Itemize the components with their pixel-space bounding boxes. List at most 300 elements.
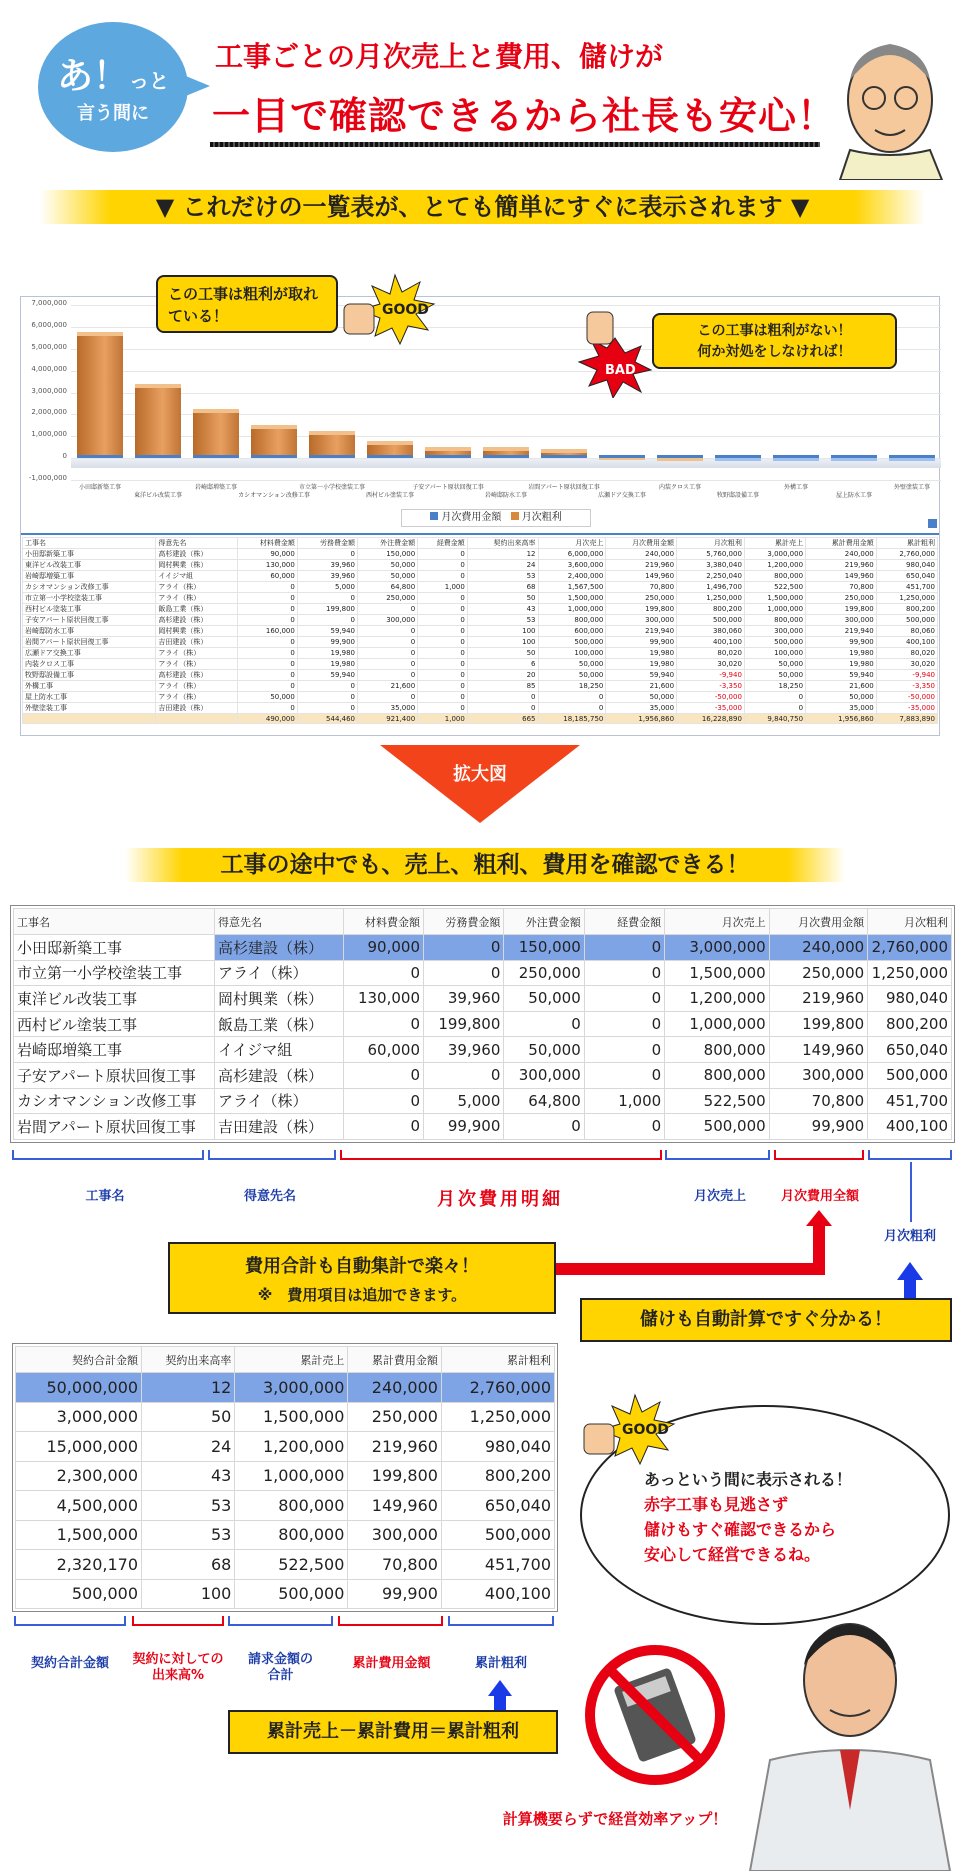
good-label-2: GOOD	[622, 1422, 669, 1438]
x-tick-label: 屋上防水工事	[835, 492, 872, 499]
table-cell: 7,883,890	[876, 714, 937, 724]
table-cell: 70,800	[348, 1550, 442, 1580]
table-cell: 1,200,000	[744, 560, 805, 571]
table-row[interactable]	[14, 1011, 952, 1037]
table-cell: 24	[142, 1432, 235, 1462]
table-cell: 451,700	[868, 1088, 952, 1114]
table-cell: 219,960	[769, 986, 867, 1012]
table-row[interactable]	[14, 1114, 952, 1140]
table-cell: 100	[467, 626, 538, 637]
table-cell: 99,900	[769, 1114, 867, 1140]
table-cell: 西村ビル塗装工事	[14, 1011, 215, 1037]
splitter[interactable]	[21, 533, 939, 535]
table-cell: 外壁塗装工事	[23, 703, 156, 714]
bar-cost	[425, 455, 471, 458]
table-row[interactable]	[23, 615, 938, 626]
table-cell: 経費金額	[418, 538, 468, 549]
table-cell: 0	[744, 692, 805, 703]
table-cell: -9,940	[876, 670, 937, 681]
table-cell: 1,000	[584, 1088, 664, 1114]
table-cell: 市立第一小学校塗装工事	[14, 960, 215, 986]
box-sum-line2: ※ 費用項目は追加できます。	[257, 1286, 467, 1304]
label-keiyaku: 契約合計金額	[30, 1656, 109, 1671]
table-cell: 1,250,000	[876, 593, 937, 604]
table-cell: 80,020	[677, 648, 745, 659]
bracket-keiyaku	[14, 1616, 126, 1626]
table-cell: 吉田建設（株）	[156, 637, 237, 648]
table-cell: 5,000	[297, 582, 357, 593]
table-cell: 岩間アパート原状回復工事	[14, 1114, 215, 1140]
bracket-seikyu	[228, 1616, 333, 1626]
table-total-row[interactable]	[23, 714, 938, 724]
table-row[interactable]	[16, 1432, 555, 1462]
table-cell: -35,000	[677, 703, 745, 714]
table-cell: 380,060	[677, 626, 745, 637]
table-cell: 1,000	[418, 714, 468, 724]
table-cell: 80,060	[876, 626, 937, 637]
table-cell: 外構工事	[23, 681, 156, 692]
label-hiyou: 月次費用明細	[437, 1189, 563, 1210]
table-cell: 300,000	[358, 615, 418, 626]
label-seikyu-1: 請求金額の	[247, 1652, 313, 1667]
table-cell: 6,000,000	[538, 549, 606, 560]
table-cell: 800,000	[744, 571, 805, 582]
table-cell: 451,700	[876, 582, 937, 593]
table-row[interactable]	[23, 681, 938, 692]
table-cell: 内装クロス工事	[23, 659, 156, 670]
table-cell: 0	[297, 681, 357, 692]
table-cell: 岩崎邸増築工事	[23, 571, 156, 582]
table-cell: 労務費金額	[297, 538, 357, 549]
table-cell: 1,000,000	[665, 1011, 770, 1037]
table-cell: 0	[504, 1011, 584, 1037]
formula-arrow-up	[494, 1696, 506, 1710]
table-cell: 149,960	[348, 1491, 442, 1521]
table-row[interactable]	[16, 1491, 555, 1521]
table-cell: 60,000	[343, 1037, 423, 1063]
table-cell: 59,940	[606, 670, 677, 681]
label-dekidaka	[122, 1652, 234, 1684]
table-cell: 広瀬ドア交換工事	[23, 648, 156, 659]
table-cell: 工事名	[23, 538, 156, 549]
bar-cost	[367, 455, 413, 458]
table-row[interactable]	[16, 1461, 555, 1491]
header-badge	[38, 22, 188, 152]
table-cell: 19,980	[297, 648, 357, 659]
header-cell[interactable]: 得意先名	[214, 909, 343, 935]
table-cell: 月次売上	[538, 538, 606, 549]
table-cell: 0	[538, 692, 606, 703]
legend-swatch-profit	[511, 512, 519, 520]
table-cell: カシオマンション改修工事	[23, 582, 156, 593]
bracket-uriage	[665, 1150, 770, 1160]
headline-underline	[210, 142, 820, 147]
table-cell: 2,760,000	[868, 935, 952, 961]
formula-box: 累計売上－累計費用＝累計粗利	[228, 1710, 558, 1754]
table-cell: 0	[424, 1062, 504, 1088]
table-cell: 材料費金額	[237, 538, 297, 549]
table-cell: 0	[418, 659, 468, 670]
table-cell: 牧野邸設備工事	[23, 670, 156, 681]
table-cell: アライ（株）	[156, 648, 237, 659]
table-cell: 1,250,000	[868, 960, 952, 986]
table-row[interactable]	[23, 604, 938, 615]
x-tick-label: 外構工事	[783, 484, 808, 491]
label-uriage: 月次売上	[693, 1189, 746, 1204]
table-cell: 199,800	[806, 604, 877, 615]
headline-line1: 工事ごとの月次売上と費用、儲けが	[215, 40, 664, 73]
table-cell: 544,460	[297, 714, 357, 724]
detail-table	[13, 908, 952, 1140]
bar-cost	[541, 455, 587, 458]
table-cell: 250,000	[806, 593, 877, 604]
header-cell[interactable]: 月次費用金額	[769, 909, 867, 935]
gridline	[71, 371, 941, 372]
x-tick-label: 内装クロス工事	[658, 484, 701, 491]
table-cell: 18,185,750	[538, 714, 606, 724]
table-cell: 1,000,000	[744, 604, 805, 615]
table-cell: 0	[237, 681, 297, 692]
table-cell: 岡村興業（株）	[156, 626, 237, 637]
table-cell: 149,960	[806, 571, 877, 582]
table-cell: 0	[418, 615, 468, 626]
table-cell: 0	[584, 1114, 664, 1140]
table-cell: 1,000	[418, 582, 468, 593]
table-cell: 18,250	[538, 681, 606, 692]
table-cell: -3,350	[677, 681, 745, 692]
table-cell: 50,000	[237, 692, 297, 703]
table-row[interactable]	[14, 1088, 952, 1114]
table-cell: 800,200	[868, 1011, 952, 1037]
table-cell: 19,980	[806, 648, 877, 659]
table-cell: 50	[467, 648, 538, 659]
badge-line2: 言う間に	[77, 103, 149, 124]
y-tick-label: 6,000,000	[31, 320, 67, 329]
table-cell: 800,200	[441, 1461, 554, 1491]
table-cell: 665	[467, 714, 538, 724]
table-cell: 50,000,000	[16, 1373, 142, 1403]
table-row[interactable]	[23, 692, 938, 703]
table-cell: アライ（株）	[156, 659, 237, 670]
table-cell: 70,800	[606, 582, 677, 593]
legend	[401, 509, 591, 527]
bracket-hiyou	[340, 1150, 662, 1160]
table-cell: 19,980	[606, 659, 677, 670]
table-cell: 0	[343, 1114, 423, 1140]
table-cell: 500,000	[16, 1579, 142, 1609]
table-cell: 1,500,000	[538, 593, 606, 604]
table-cell: 0	[467, 703, 538, 714]
y-tick-label: 0	[62, 452, 67, 461]
box-profit: 儲けも自動計算ですぐ分かる！	[580, 1298, 952, 1342]
bad-label: BAD	[605, 363, 636, 378]
table-row[interactable]	[14, 935, 952, 961]
table-cell: 高杉建設（株）	[156, 549, 237, 560]
table-cell: アライ（株）	[156, 681, 237, 692]
table-row[interactable]	[16, 1402, 555, 1432]
table-cell: 149,960	[769, 1037, 867, 1063]
table-cell: 0	[297, 703, 357, 714]
table-cell: 500,000	[677, 615, 745, 626]
table-cell: 0	[584, 986, 664, 1012]
table-row[interactable]	[14, 1062, 952, 1088]
header-cell[interactable]: 外注費金額	[504, 909, 584, 935]
header-cell[interactable]: 契約出来高率	[142, 1347, 235, 1373]
table-cell: 6	[467, 659, 538, 670]
table-cell: 0	[358, 670, 418, 681]
table-cell: 250,000	[358, 593, 418, 604]
x-tick-label: 小田邸新築工事	[78, 484, 121, 491]
table-cell: 岩崎邸防水工事	[23, 626, 156, 637]
table-cell: 0	[418, 637, 468, 648]
table-row[interactable]	[14, 960, 952, 986]
table-cell: 50,000	[744, 659, 805, 670]
table-cell: イイジマ組	[156, 571, 237, 582]
table-cell: 70,800	[806, 582, 877, 593]
table-row[interactable]	[23, 571, 938, 582]
table-cell: 0	[343, 1088, 423, 1114]
table-row[interactable]	[16, 1550, 555, 1580]
table-cell: 0	[297, 615, 357, 626]
table-cell: 0	[584, 960, 664, 986]
table-cell: 1,500,000	[744, 593, 805, 604]
callout-bad-line2: 何か対処をしなければ！	[697, 344, 852, 360]
table-cell: 子安アパート原状回復工事	[14, 1062, 215, 1088]
table-row[interactable]	[23, 626, 938, 637]
table-cell: 21,600	[806, 681, 877, 692]
table-header[interactable]	[23, 538, 938, 549]
table-cell: 64,800	[504, 1088, 584, 1114]
callout-bad-line1: この工事は粗利がない！	[697, 323, 852, 339]
table-cell: 50,000	[504, 1037, 584, 1063]
speech-line2: 赤字工事も見逃さず	[644, 1495, 789, 1514]
table-cell: 屋上防水工事	[23, 692, 156, 703]
table-row[interactable]	[16, 1579, 555, 1609]
table-cell: 1,956,860	[806, 714, 877, 724]
table-cell: 50	[142, 1402, 235, 1432]
gridline	[71, 480, 941, 481]
table-cell: 59,940	[806, 670, 877, 681]
table-cell: 0	[418, 648, 468, 659]
bar-profit	[77, 332, 123, 458]
table-row[interactable]	[23, 703, 938, 714]
table-cell: 800,000	[665, 1062, 770, 1088]
headline-line2: 一目で確認できるから社長も安心！	[212, 94, 837, 138]
detail-table-window	[10, 905, 955, 1143]
table-cell: 0	[424, 960, 504, 986]
table-cell: 70,800	[769, 1088, 867, 1114]
table-row[interactable]	[14, 1037, 952, 1063]
table-cell: 12	[467, 549, 538, 560]
table-cell: 累計売上	[744, 538, 805, 549]
table-cell: 50,000	[358, 560, 418, 571]
y-tick-label: -1,000,000	[28, 474, 67, 482]
label-ruikei-hiyou: 累計費用金額	[352, 1656, 431, 1671]
table-cell: 522,500	[744, 582, 805, 593]
table-cell: 39,960	[297, 571, 357, 582]
speech-text	[644, 1467, 852, 1567]
table-cell: 250,000	[769, 960, 867, 986]
table-cell: 12	[142, 1373, 235, 1403]
table-cell: 東洋ビル改装工事	[23, 560, 156, 571]
table-cell: 高杉建設（株）	[214, 935, 343, 961]
table-row[interactable]	[23, 582, 938, 593]
table-cell: 2,760,000	[876, 549, 937, 560]
header-cell[interactable]: 工事名	[14, 909, 215, 935]
table-cell: 高杉建設（株）	[214, 1062, 343, 1088]
table-cell: 980,040	[876, 560, 937, 571]
table-cell: 199,800	[297, 604, 357, 615]
table-cell: 149,960	[606, 571, 677, 582]
table-cell: 1,500,000	[235, 1402, 348, 1432]
table-row[interactable]	[23, 648, 938, 659]
table-cell: 2,300,000	[16, 1461, 142, 1491]
header-cell[interactable]: 累計費用金額	[348, 1347, 442, 1373]
header-cell[interactable]: 月次売上	[665, 909, 770, 935]
table-cell: 0	[504, 1114, 584, 1140]
table-cell: カシオマンション改修工事	[14, 1088, 215, 1114]
table-cell: 130,000	[343, 986, 423, 1012]
table-cell: 19,980	[606, 648, 677, 659]
x-tick-label: 西村ビル塗装工事	[365, 492, 414, 499]
table-cell: 53	[467, 571, 538, 582]
bar-profit	[193, 409, 239, 458]
table-cell: 130,000	[237, 560, 297, 571]
table-cell: 外注費金額	[358, 538, 418, 549]
table-cell: 43	[142, 1461, 235, 1491]
table-row[interactable]	[14, 986, 952, 1012]
table-cell: 21,600	[358, 681, 418, 692]
table-cell: 1,000,000	[538, 604, 606, 615]
table-header	[14, 909, 952, 935]
table-cell: 800,200	[677, 604, 745, 615]
table-cell: 0	[467, 692, 538, 703]
table-cell: 219,960	[806, 560, 877, 571]
table-cell: 吉田建設（株）	[214, 1114, 343, 1140]
table-header	[16, 1347, 555, 1373]
speech-line4: 安心して経営できるね。	[644, 1545, 821, 1564]
table-cell: 小田邸新築工事	[14, 935, 215, 961]
table-cell: 50	[467, 593, 538, 604]
red-arrowhead	[806, 1210, 832, 1226]
table-cell: 0	[418, 703, 468, 714]
table-row[interactable]	[23, 637, 938, 648]
table-cell: 50,000	[538, 670, 606, 681]
table-cell: 80,020	[876, 648, 937, 659]
formula-arrowhead	[488, 1680, 512, 1696]
bar-profit	[831, 458, 877, 461]
bar-cost	[773, 455, 819, 458]
header-cell[interactable]: 経費金額	[584, 909, 664, 935]
table-cell: 60,000	[237, 571, 297, 582]
table-cell: 月次費用金額	[606, 538, 677, 549]
x-tick-label: 市立第一小学校塗装工事	[298, 484, 365, 491]
bar-profit	[715, 458, 761, 461]
table-row[interactable]	[23, 560, 938, 571]
bracket-kouji	[12, 1150, 204, 1160]
table-cell: 43	[467, 604, 538, 615]
table-cell: 5,000	[424, 1088, 504, 1114]
table-cell: 0	[744, 703, 805, 714]
table-cell: 19,980	[806, 659, 877, 670]
summary-table-small	[22, 537, 938, 724]
table-row[interactable]	[23, 659, 938, 670]
table-row[interactable]	[23, 549, 938, 560]
table-row[interactable]	[23, 670, 938, 681]
table-cell: 500,000	[744, 637, 805, 648]
table-cell: 0	[237, 615, 297, 626]
bar-cost	[193, 455, 239, 458]
table-cell: 岩間アパート原状回復工事	[23, 637, 156, 648]
bad-thumb-icon	[575, 308, 655, 398]
table-row[interactable]	[16, 1373, 555, 1403]
table-cell: 3,000,000	[744, 549, 805, 560]
table-row[interactable]	[23, 593, 938, 604]
table-cell: 50,000	[358, 571, 418, 582]
table-cell: 0	[418, 549, 468, 560]
y-tick-label: 4,000,000	[31, 364, 67, 373]
table-row[interactable]	[16, 1520, 555, 1550]
label-dekidaka-2: 出来高%	[151, 1668, 205, 1683]
header-cell[interactable]: 累計粗利	[441, 1347, 554, 1373]
table-cell: 3,000,000	[16, 1402, 142, 1432]
label-dekidaka-1: 契約に対しての	[132, 1652, 224, 1667]
bracket-tokui	[208, 1150, 336, 1160]
header-cell[interactable]: 労務費金額	[424, 909, 504, 935]
x-tick-label: 牧野邸設備工事	[716, 492, 759, 499]
table-cell: 99,900	[297, 637, 357, 648]
label-kouji: 工事名	[85, 1189, 125, 1204]
table-cell: 16,228,890	[677, 714, 745, 724]
header-cell[interactable]: 月次粗利	[868, 909, 952, 935]
table-cell: 西村ビル塗装工事	[23, 604, 156, 615]
table-cell: 219,960	[606, 560, 677, 571]
table-cell: 小田邸新築工事	[23, 549, 156, 560]
header-cell[interactable]: 累計売上	[235, 1347, 348, 1373]
table-cell: 1,200,000	[235, 1432, 348, 1462]
y-tick-label: 2,000,000	[31, 408, 67, 417]
bar-profit	[251, 425, 297, 458]
red-arrow-line	[555, 1263, 825, 1275]
table-cell: 0	[584, 1037, 664, 1063]
table-cell: 240,000	[348, 1373, 442, 1403]
table-cell: 53	[467, 615, 538, 626]
table-cell: 300,000	[606, 615, 677, 626]
table-cell: 219,960	[348, 1432, 442, 1462]
table-cell: 800,000	[744, 615, 805, 626]
banner-check: 工事の途中でも、売上、粗利、費用を確認できる！	[125, 848, 845, 882]
table-cell: 500,000	[876, 615, 937, 626]
table-cell: 1,567,500	[538, 582, 606, 593]
table-cell: アライ（株）	[156, 582, 237, 593]
header-cell[interactable]: 契約合計金額	[16, 1347, 142, 1373]
table-cell: 219,940	[606, 626, 677, 637]
table-cell: 250,000	[504, 960, 584, 986]
table-cell: 650,040	[876, 571, 937, 582]
table-cell: -50,000	[876, 692, 937, 703]
table-cell: 0	[237, 670, 297, 681]
table-cell: 53	[142, 1491, 235, 1521]
scroll-button[interactable]	[928, 519, 937, 528]
label-hiyou-total: 月次費用全額	[780, 1189, 859, 1204]
header-cell[interactable]: 材料費金額	[343, 909, 423, 935]
table-cell: 0	[343, 1011, 423, 1037]
bar-profit	[135, 384, 181, 458]
y-tick-label: 1,000,000	[31, 430, 67, 439]
table-cell: 岡村興業（株）	[156, 560, 237, 571]
table-cell: 東洋ビル改装工事	[14, 986, 215, 1012]
table-cell: 50,000	[744, 670, 805, 681]
